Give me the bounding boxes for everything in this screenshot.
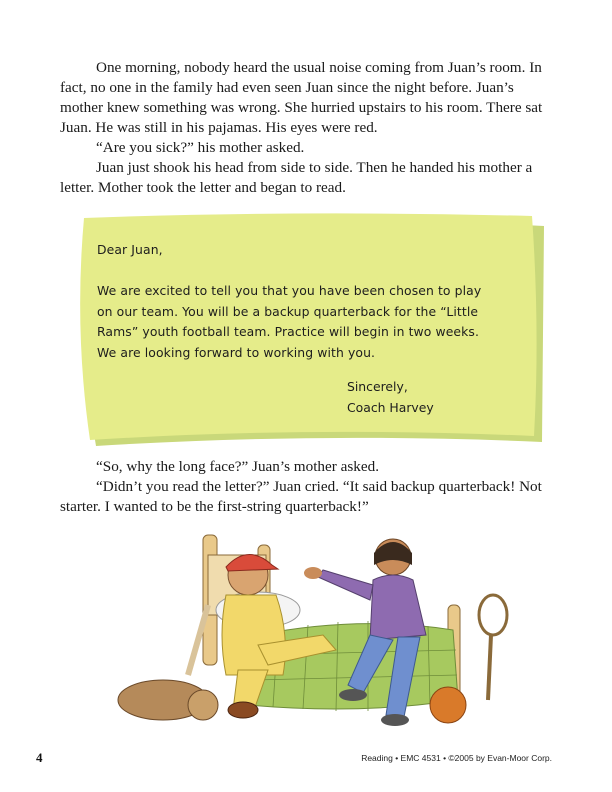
story-paragraph: “Are you sick?” his mother asked. [96,139,305,156]
story-paragraph: Juan just shook his head from side to side. Then he handed his mother a letter. Mother took the letter and began to read. [60,159,533,196]
story-paragraph: “Didn’t you read the letter?” Juan cried. “It said backup quarterback! Not starter. I wanted to be the first-string quarterback!” [60,478,542,515]
letter-line: Rams” youth football team. Practice will begin in two weeks. [97,324,480,339]
letter-signature: Coach Harvey [347,399,434,415]
letter-closing-block [347,377,434,418]
letter-greeting: Dear Juan, [97,242,163,257]
letter-line: We are excited to tell you that you have been chosen to play [97,283,482,298]
letter-closing: Sincerely, [347,379,408,394]
story-paragraph: One morning, nobody heard the usual noise coming from Juan’s room. In fact, no one in the family had even seen Juan since the night before. Juan’s mother knew something was wrong. She hurried upstairs to his room. There sat Juan. He was still in his pajamas. His eyes were red. [60,59,543,136]
story-text-bottom [60,457,554,517]
bedroom-illustration [108,525,528,740]
letter-line: on our team. You will be a backup quarterback for the “Little [97,303,479,319]
letter-line: We are looking forward to working with you. [97,344,376,360]
page-number: 4 [36,750,43,765]
story-text-top [60,58,554,198]
footer-credit: Reading • EMC 4531 • ©2005 by Evan-Moor Corp. [361,753,552,763]
story-paragraph: “So, why the long face?” Juan’s mother asked. [96,458,379,475]
letter-text [97,240,517,363]
